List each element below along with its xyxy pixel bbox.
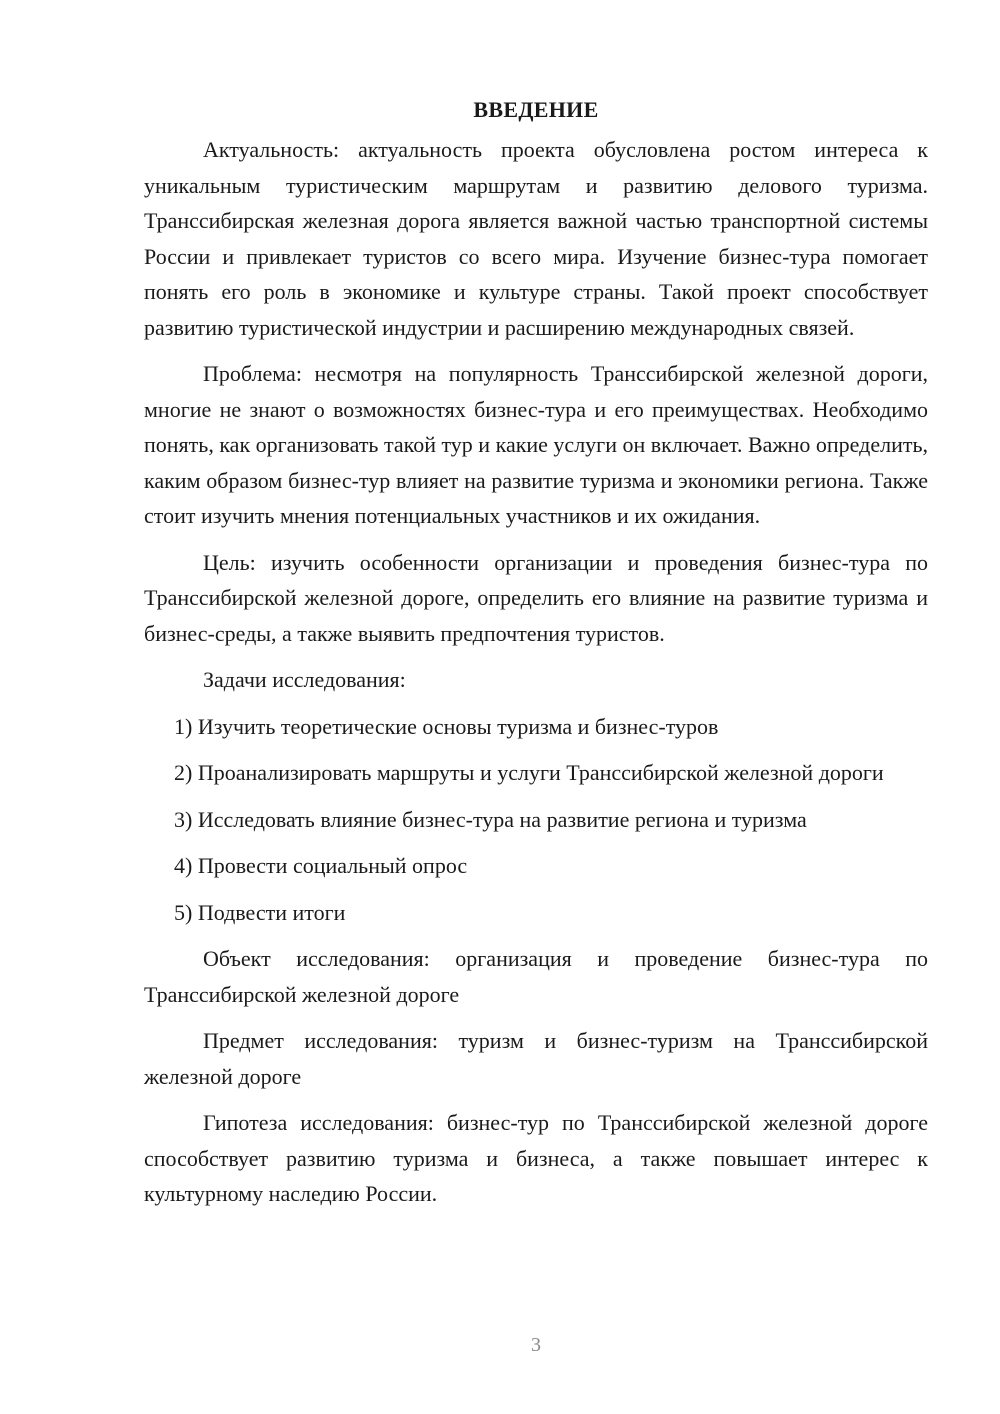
paragraph-object: Объект исследования: организация и проведение бизнес-тура по Транссибирской железной дороге	[144, 946, 928, 1007]
paragraph-hypothesis: Гипотеза исследования: бизнес-тур по Транссибирской железной дороге способствует развитию туризма и бизнеса, а также повышает интерес к культурному наследию России.	[144, 1110, 928, 1206]
task-item: 4) Провести социальный опрос	[174, 853, 468, 878]
document-body	[144, 92, 928, 1223]
tasks-heading: Задачи исследования:	[203, 667, 406, 692]
task-item: 5) Подвести итоги	[174, 899, 346, 925]
paragraph-relevance: Актуальность: актуальность проекта обусловлена ростом интереса к уникальным туристическим маршрутам и развитию делового туризма. Транссибирская железная дорога является важной частью транспортной системы России и привлекает туристов со всего мира. Изучение бизнес-тура помогает понять его роль в экономике и культуре страны. Такой проект способствует развитию туристической индустрии и расширению международных связей.	[144, 137, 928, 340]
paragraph-subject: Предмет исследования: туризм и бизнес-туризм на Транссибирской железной дороге	[144, 1028, 928, 1089]
task-item: 1) Изучить теоретические основы туризма и бизнес-туров	[174, 713, 719, 739]
paragraph-problem: Проблема: несмотря на популярность Транссибирской железной дороги, многие не знают о возможностях бизнес-тура и его преимуществах. Необходимо понять, как организовать такой тур и какие услуги он включает. Важно определить, каким образом бизнес-тур влияет на развитие туризма и экономики региона. Также стоит изучить мнения потенциальных участников и их ожидания.	[144, 361, 928, 528]
section-title: ВВЕДЕНИЕ	[473, 97, 599, 122]
task-item: 2) Проанализировать маршруты и услуги Транссибирской железной дороги	[174, 760, 884, 785]
paragraph-goal: Цель: изучить особенности организации и проведения бизнес-тура по Транссибирской железной дороге, определить его влияние на развитие туризма и бизнес-среды, а также выявить предпочтения туристов.	[144, 549, 928, 646]
task-item: 3) Исследовать влияние бизнес-тура на развитие региона и туризма	[174, 806, 807, 832]
page-number: 3	[531, 1334, 541, 1356]
